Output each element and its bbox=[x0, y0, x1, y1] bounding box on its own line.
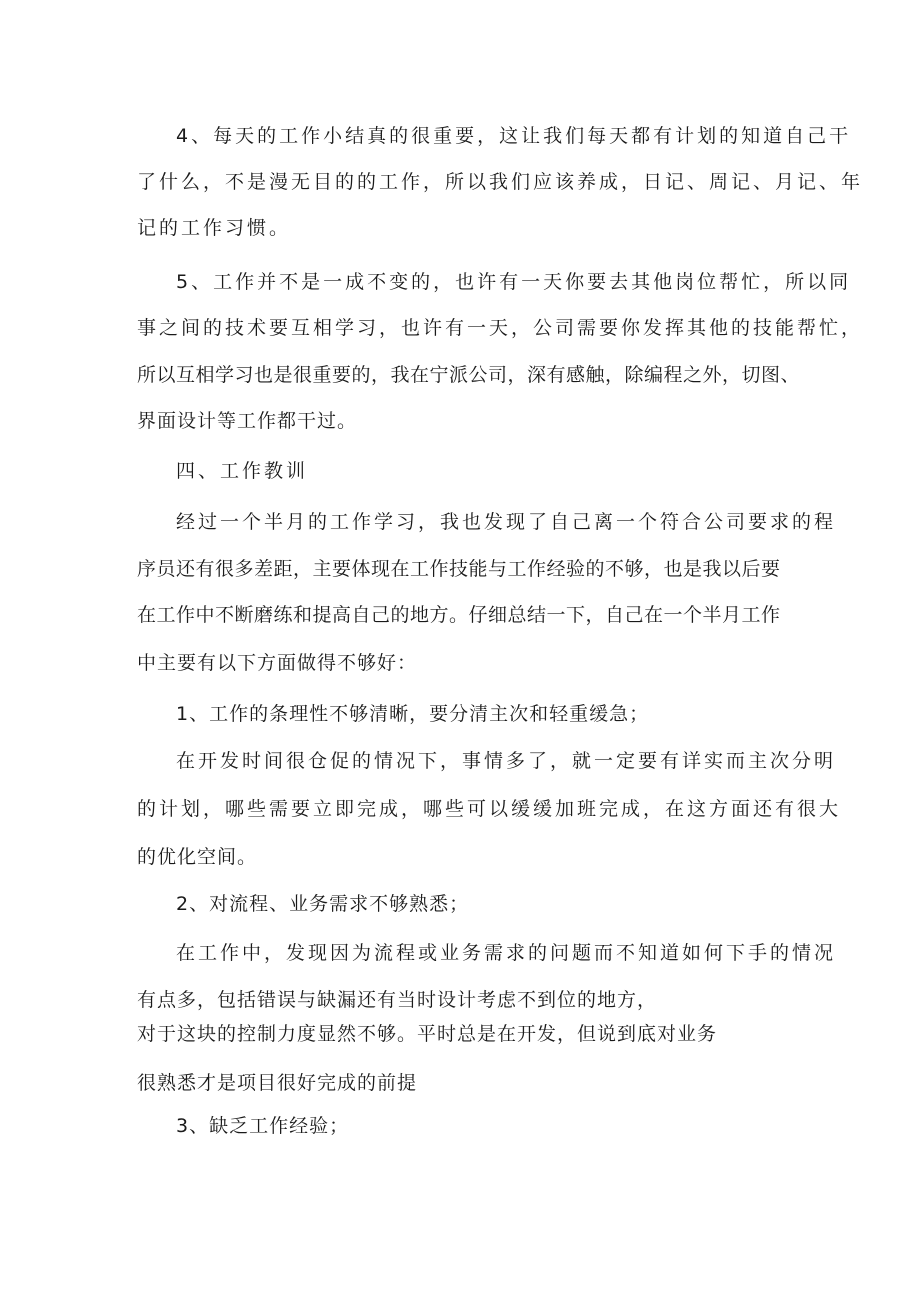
paragraph-4-line-2: 了什么，不是漫无目的的工作，所以我们应该养成，日记、周记、月记、年 bbox=[137, 171, 864, 193]
intro-paragraph-line-1: 经过一个半月的工作学习，我也发现了自己离一个符合公司要求的程 bbox=[176, 511, 837, 533]
paragraph-5-line-3: 所以互相学习也是很重要的，我在宁派公司，深有感触，除编程之外，切图、 bbox=[137, 364, 801, 386]
item-1-body-line-1: 在开发时间很仓促的情况下，事情多了，就一定要有详实而主次分明 bbox=[176, 750, 837, 772]
paragraph-5-line-1: 5、工作并不是一成不变的，也许有一天你要去其他岗位帮忙，所以同 bbox=[176, 271, 852, 293]
paragraph-4-line-1: 4、每天的工作小结真的很重要，这让我们每天都有计划的知道自己干 bbox=[176, 125, 852, 147]
paragraph-5-line-2: 事之间的技术要互相学习，也许有一天，公司需要你发挥其他的技能帮忙， bbox=[137, 317, 864, 339]
section-heading: 四、工作教训 bbox=[176, 460, 309, 482]
item-2-body-line-1: 在工作中，发现因为流程或业务需求的问题而不知道如何下手的情况 bbox=[176, 942, 837, 964]
paragraph-5-line-4: 界面设计等工作都干过。 bbox=[137, 410, 358, 432]
intro-paragraph-line-3: 在工作中不断磨练和提高自己的地方。仔细总结一下，自己在一个半月工作 bbox=[137, 604, 781, 626]
item-2-title: 2、对流程、业务需求不够熟悉； bbox=[176, 893, 470, 915]
item-3-title: 3、缺乏工作经验； bbox=[176, 1115, 350, 1137]
item-2-body-line-4: 很熟悉才是项目很好完成的前提 bbox=[137, 1072, 418, 1094]
item-2-body-line-2: 有点多，包括错误与缺漏还有当时设计考虑不到位的地方， bbox=[137, 989, 658, 1011]
item-1-body-line-3: 的优化空间。 bbox=[137, 846, 258, 868]
item-2-body-line-3: 对于这块的控制力度显然不够。平时总是在开发，但说到底对业务 bbox=[137, 1023, 718, 1045]
paragraph-4-line-3: 记的工作习惯。 bbox=[137, 217, 292, 239]
item-1-title: 1、工作的条理性不够清晰，要分清主次和轻重缓急； bbox=[176, 703, 650, 725]
intro-paragraph-line-2: 序员还有很多差距，主要体现在工作技能与工作经验的不够，也是我以后要 bbox=[137, 558, 781, 580]
item-1-body-line-2: 的计划，哪些需要立即完成，哪些可以缓缓加班完成，在这方面还有很大 bbox=[137, 798, 842, 820]
intro-paragraph-line-4: 中主要有以下方面做得不够好： bbox=[137, 652, 418, 674]
